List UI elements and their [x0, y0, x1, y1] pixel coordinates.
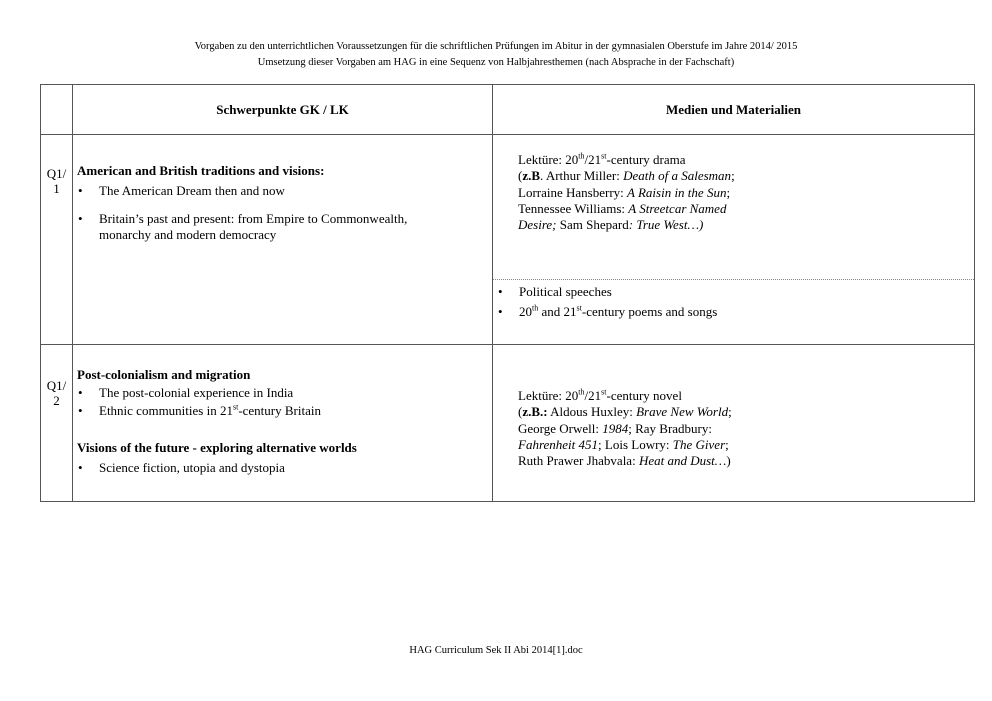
column-header-media: Medien und Materialien: [493, 85, 975, 135]
list-item: • The American Dream then and now: [78, 183, 285, 198]
bullet-icon: •: [498, 284, 503, 299]
table-row: [41, 135, 975, 345]
topic-heading: American and British traditions and visions:: [77, 163, 325, 178]
bullet-icon: •: [78, 460, 83, 475]
lekture-text: Lektüre: 20th/21st-century novel (z.B.: Aldous Huxley: Brave New World; George Orwell: 1984; Ray Bradbury: Fahrenheit 451; Lois Lowry: The Giver; Ruth Prawer Jhabvala: Heat and Dust…): [518, 387, 732, 469]
table-header-row: [41, 85, 975, 135]
media-cell: [493, 135, 975, 345]
bullet-icon: •: [78, 385, 83, 400]
row-label-q1-1: Q1/ 1: [41, 135, 73, 345]
list-item: • The post-colonial experience in India: [78, 385, 294, 400]
topic-heading: Post-colonialism and migration: [77, 367, 251, 382]
curriculum-table: [40, 84, 975, 502]
list-item: • Britain’s past and present: from Empire to Commonwealth, monarchy and modern democracy: [78, 211, 408, 242]
media-cell: [493, 345, 975, 502]
list-item: • 20th and 21st-century poems and songs: [498, 303, 718, 319]
table-row: [41, 345, 975, 502]
header-line-2: Umsetzung dieser Vorgaben am HAG in eine Sequenz von Halbjahresthemen (nach Absprache in der Fachschaft): [257, 57, 735, 68]
lekture-text: Lektüre: 20th/21st-century drama (z.B. Arthur Miller: Death of a Salesman; Lorraine Hansberry: A Raisin in the Sun; Tennessee Williams: A Streetcar Named Desire; Sam Shepard: True West…): [518, 151, 735, 233]
bullet-icon: •: [498, 304, 503, 319]
header-empty-cell: [41, 85, 73, 135]
bullet-icon: •: [78, 403, 83, 418]
footer-filename: HAG Curriculum Sek II Abi 2014[1].doc: [409, 645, 583, 656]
topic-heading: Visions of the future - exploring alternative worlds: [77, 440, 357, 455]
bullet-icon: •: [78, 211, 83, 226]
topics-cell: [73, 345, 493, 502]
row-label-q1-2: Q1/ 2: [41, 345, 73, 502]
header-line-1: Vorgaben zu den unterrichtlichen Voraussetzungen für die schriftlichen Prüfungen im Abitur in der gymnasialen Oberstufe im Jahre 2014/ 2015: [194, 41, 798, 52]
list-item: • Political speeches: [498, 284, 612, 299]
topics-cell: [73, 135, 493, 345]
column-header-topics: Schwerpunkte GK / LK: [73, 85, 493, 135]
list-item: • Science fiction, utopia and dystopia: [78, 460, 285, 475]
media-lekture-block: [493, 152, 974, 280]
list-item: • Ethnic communities in 21st-century Britain: [78, 402, 321, 418]
bullet-icon: •: [78, 183, 83, 198]
